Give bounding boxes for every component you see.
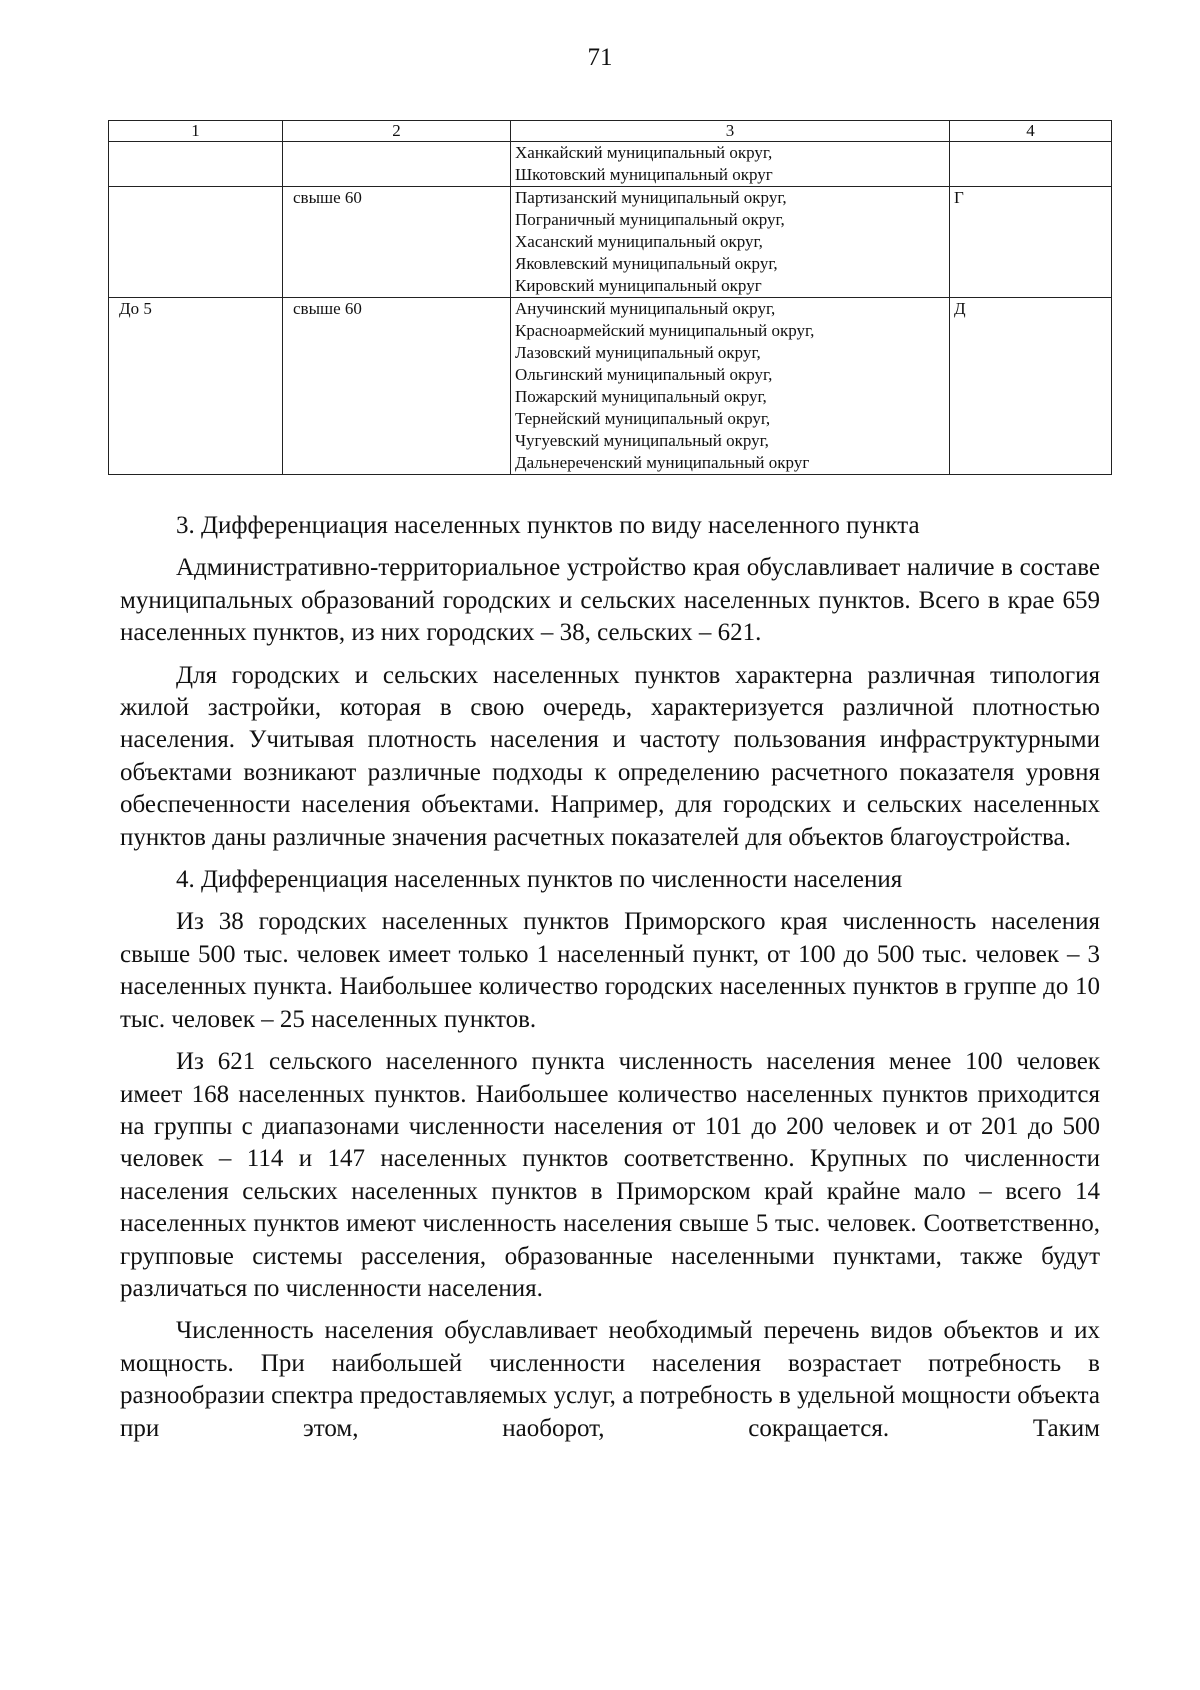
table-row [109,187,1112,298]
cell-text [113,143,119,162]
density-value: свыше 60 [293,188,362,207]
district-name: Пограничный муниципальный округ, [515,210,785,229]
district-name: Шкотовский муниципальный округ [515,165,773,184]
section-4-heading: 4. Дифференциация населенных пунктов по численности населения [176,866,903,894]
category-letter: Д [954,299,966,318]
cell-text [287,143,293,162]
table-header-cell: 4 [950,121,1112,142]
paragraph: Из 38 городских населенных пунктов Приморского края численность населения свыше 500 тыс. человек имеет только 1 населенный пункт, от 100 до 500 тыс. человек – 3 населенных пункта. Наибольшее количество городских населенных пунктов в группе до 10 тыс. человек – 25 населенных пунктов. [120,908,1100,1033]
table-cell [511,142,950,187]
table-header-cell: 1 [109,121,283,142]
district-name: Кировский муниципальный округ [515,276,762,295]
table-header-cell: 2 [283,121,511,142]
district-name: Дальнереченский муниципальный округ [515,453,810,472]
district-name: Ольгинский муниципальный округ, [515,365,773,384]
district-name: Красноармейский муниципальный округ, [515,321,815,340]
paragraph: Административно-территориальное устройство края обуславливает наличие в составе муниципальных образований городских и сельских населенных пунктов. Всего в крае 659 населенных пунктов, из них городских – 38, сельских – 621. [120,554,1100,647]
table-cell [109,142,283,187]
district-name: Чугуевский муниципальный округ, [515,431,769,450]
density-value: свыше 60 [293,299,362,318]
paragraph: Для городских и сельских населенных пунктов характерна различная типология жилой застройки, которая в свою очередь, характеризуется различной плотностью населения. Учитывая плотность населения и частоту пользования инфраструктурными объектами возникают различные подходы к определению расчетного показателя уровня обеспеченности населения объектами. Например, для городских и сельских населенных пунктов даны различные значения расчетных показателей для объектов благоустройства. [120,661,1100,851]
paragraph: Численность населения обуславливает необходимый перечень видов объектов и их мощность. При наибольшей численности населения возрастает потребность в разнообразии спектра предоставляемых услуг, а потребность в удельной мощности объекта при этом, наоборот, сокращается. Таким [120,1317,1100,1442]
district-name: Тернейский муниципальный округ, [515,409,771,428]
table-row [109,298,1112,475]
section-3-heading: 3. Дифференциация населенных пунктов по виду населенного пункта [176,512,920,539]
table-cell [283,298,511,475]
table-cell [283,142,511,187]
district-name: Яковлевский муниципальный округ, [515,254,778,273]
cell-text [113,188,119,207]
paragraph: Из 621 сельского населенного пункта численность населения менее 100 человек имеет 168 населенных пунктов. Наибольшее количество населенных пунктов приходится на группы с диапазонами численности населения от 101 до 200 человек и от 201 до 500 человек – 114 и 147 населенных пунктов соответственно. Крупных по численности населения сельских населенных пунктов в Приморском край крайне мало – всего 14 населенных пунктов имеют численность населения свыше 5 тыс. человек. Соответственно, групповые системы расселения, образованные населенными пунктами, также будут различаться по численности населения. [120,1048,1100,1302]
table-cell [283,187,511,298]
table-cell [109,187,283,298]
page-number: 71 [587,44,613,71]
district-name: Пожарский муниципальный округ, [515,387,767,406]
population-value: До 5 [119,299,152,318]
category-letter: Г [954,188,964,207]
table-header-row [109,121,1112,142]
table-cell [950,298,1112,475]
district-name: Анучинский муниципальный округ, [515,299,776,318]
district-name: Ханкайский муниципальный округ, [515,143,773,162]
table-row [109,142,1112,187]
district-name: Хасанский муниципальный округ, [515,232,763,251]
table-cell [511,298,950,475]
document-body [120,510,1100,1455]
settlement-table [108,120,1112,475]
table-cell [109,298,283,475]
table-cell [950,187,1112,298]
table-cell [950,142,1112,187]
table-cell [511,187,950,298]
district-name: Лазовский муниципальный округ, [515,343,761,362]
district-name: Партизанский муниципальный округ, [515,188,787,207]
table-header-cell: 3 [511,121,950,142]
